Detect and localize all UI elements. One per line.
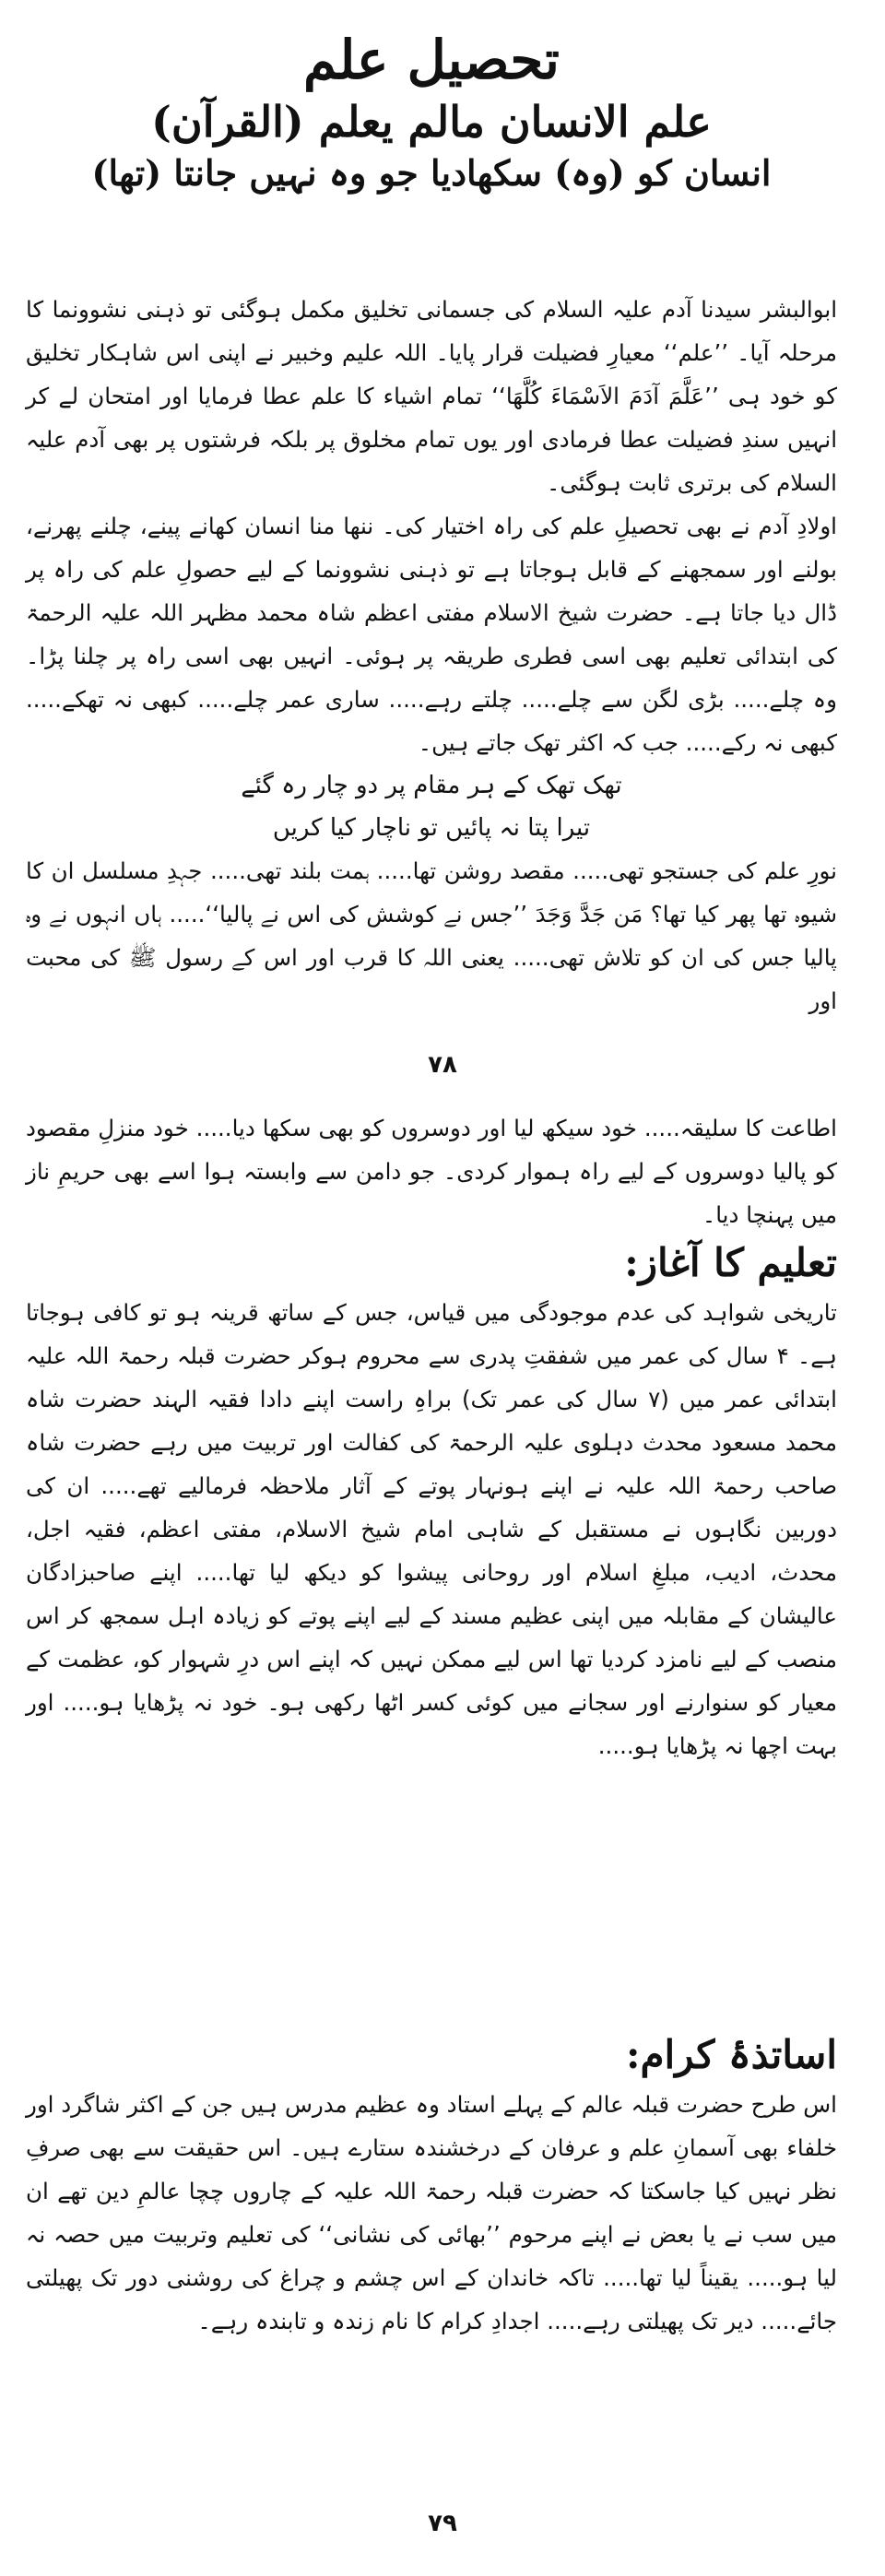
chapter-title: تحصیل علم	[303, 29, 560, 91]
page-number: ۷۹	[428, 2510, 457, 2537]
paragraph-obedience: اطاعت کا سلیقہ..... خود سیکھ لیا اور دوسروں کو بھی سکھا دیا..... خود منزلِ مقصود کو پالیا دوسروں کے لیے راہ ہموار کردی۔ جو دامن سے وابستہ ہوا اسے بھی حریمِ ناز میں پہنچا دیا۔	[26, 1115, 837, 1228]
heading-teachers: اساتذۂ کرام:	[626, 2032, 837, 2077]
page-number: ۷۸	[428, 1051, 457, 1079]
verse-translation: انسان کو (وہ) سکھادیا جو وہ نہیں جانتا (تھا)	[91, 152, 772, 195]
paragraph-progeny: اولادِ آدم نے بھی تحصیلِ علم کی راہ اختیار کی۔ ننھا منا انسان کھانے پینے، چلنے پھرنے، بولنے اور سمجھنے کے قابل ہوجاتا ہے تو ذہنی نشوونما کے لیے حصولِ علم کی راہ پر ڈال دیا جاتا ہے۔ حضرت شیخ الاسلام مفتی اعظم شاہ محمد مظہر اللہ علیہ الرحمۃ کی ابتدائی تعلیم بھی اسی فطری طریقہ پر ہوئی۔ انہیں بھی اسی راہ پر چلنا پڑا۔ وہ چلے..... بڑی لگن سے چلے..... چلتے رہے..... ساری عمر چلے..... کبھی نہ تھکے..... کبھی نہ رکے..... جب کہ اکثر تھک جاتے ہیں۔	[26, 513, 837, 756]
paragraph-adam: ابوالبشر سیدنا آدم علیہ السلام کی جسمانی تخلیق مکمل ہوگئی تو ذہنی نشوونما کا مرحلہ آیا۔ ’’علم‘‘ معیارِ فضیلت قرار پایا۔ اللہ علیم وخبیر نے اپنی اس شاہکار تخلیق کو خود ہی ’’عَلَّمَ آدَمَ الاَسْمَاءَ کُلَّھَا‘‘ تمام اشیاء کا علم عطا فرمایا اور امتحان لے کر انہیں سندِ فضیلت عطا فرمادی اور یوں تمام مخلوق پر بلکہ فرشتوں پر بھی آدم علیہ السلام کی برتری ثابت ہوگئی۔	[26, 296, 837, 496]
couplet-line-2: تیرا پتا نہ پائیں تو ناچار کیا کریں	[272, 814, 591, 842]
paragraph-quest: نورِ علم کی جستجو تھی..... مقصد روشن تھا..... ہمت بلند تھی..... جہدِ مسلسل ان کا شیوہ تھا پھر کیا تھا؟ مَن جَدَّ وَجَدَ ’’جس نے کوشش کی اس نے پالیا‘‘..... ہاں انہوں نے وہ پالیا جس کی ان کو تلاش تھی..... یعنی اللہ کا قرب اور اس کے رسول ﷺ کی محبت اور	[26, 857, 837, 1014]
quran-verse: علم الانسان مالم یعلم (القرآن)	[151, 97, 712, 148]
chapter-header	[26, 26, 837, 196]
section-three	[26, 2028, 837, 2343]
paragraph-education-start: تاریخی شواہد کی عدم موجودگی میں قیاس، جس کے ساتھ قرینہ ہو تو کافی ہوجاتا ہے۔ ۴ سال کی عمر میں شفقتِ پدری سے محروم ہوکر حضرت قبلہ رحمۃ اللہ علیہ ابتدائی عمر میں (۷ سال کی عمر تک) براہِ راست اپنے دادا فقیہ الہند حضرت شاہ محمد مسعود محدث دہلوی علیہ الرحمۃ کی کفالت اور تربیت میں رہے حضرت شاہ صاحب رحمۃ اللہ علیہ نے اپنے ہونہار پوتے کے آثار ملاحظہ فرمالیے تھے..... ان کی دوربین نگاہوں نے مستقبل کے شاہی امام شیخ الاسلام، مفتی اعظم، فقیہ اجل، محدث، ادیب، مبلغِ اسلام اور روحانی پیشوا کو دیکھ لیا تھا..... اپنے صاحبزادگان عالیشان کے مقابلہ میں اپنی عظیم مسند کے لیے اپنے پوتے کو زیادہ اہل سمجھ کر اس منصب کے لیے نامزد کردیا تھا اس لیے ممکن نہیں کہ اپنے اس درِ شہوار کو، عظمت کے معیار کو سنوارنے اور سجانے میں کوئی کسر اٹھا رکھی ہو۔ خود نہ پڑھایا ہو..... اور بہت اچھا نہ پڑھایا ہو.....	[26, 1298, 837, 1759]
paragraph-teachers: اس طرح حضرت قبلہ عالم کے پہلے استاد وہ عظیم مدرس ہیں جن کے اکثر شاگرد اور خلفاء بھی آسمانِ علم و عرفان کے درخشندہ ستارے ہیں۔ اس حقیقت سے بھی صرفِ نظر نہیں کیا جاسکتا کہ حضرت قبلہ رحمۃ اللہ علیہ کے چاروں چچا عالمِ دین تھے ان میں سب نے یا بعض نے اپنے مرحوم ’’بھائی کی نشانی‘‘ کی تعلیم وتربیت میں حصہ نہ لیا ہو..... یقیناً لیا تھا..... تاکہ خاندان کے اس چشم و چراغ کی روشنی دور تک پھیلتی جائے..... دیر تک پھیلتی رہے..... اجدادِ کرام کا نام زندہ و تابندہ رہے۔	[26, 2090, 837, 2334]
couplet-line-1: تھک تھک کے ہر مقام پر دو چار رہ گئے	[241, 772, 622, 799]
section-two	[26, 1106, 837, 1767]
section-one	[26, 288, 837, 1022]
heading-education-start: تعلیم کا آغاز:	[624, 1240, 837, 1285]
